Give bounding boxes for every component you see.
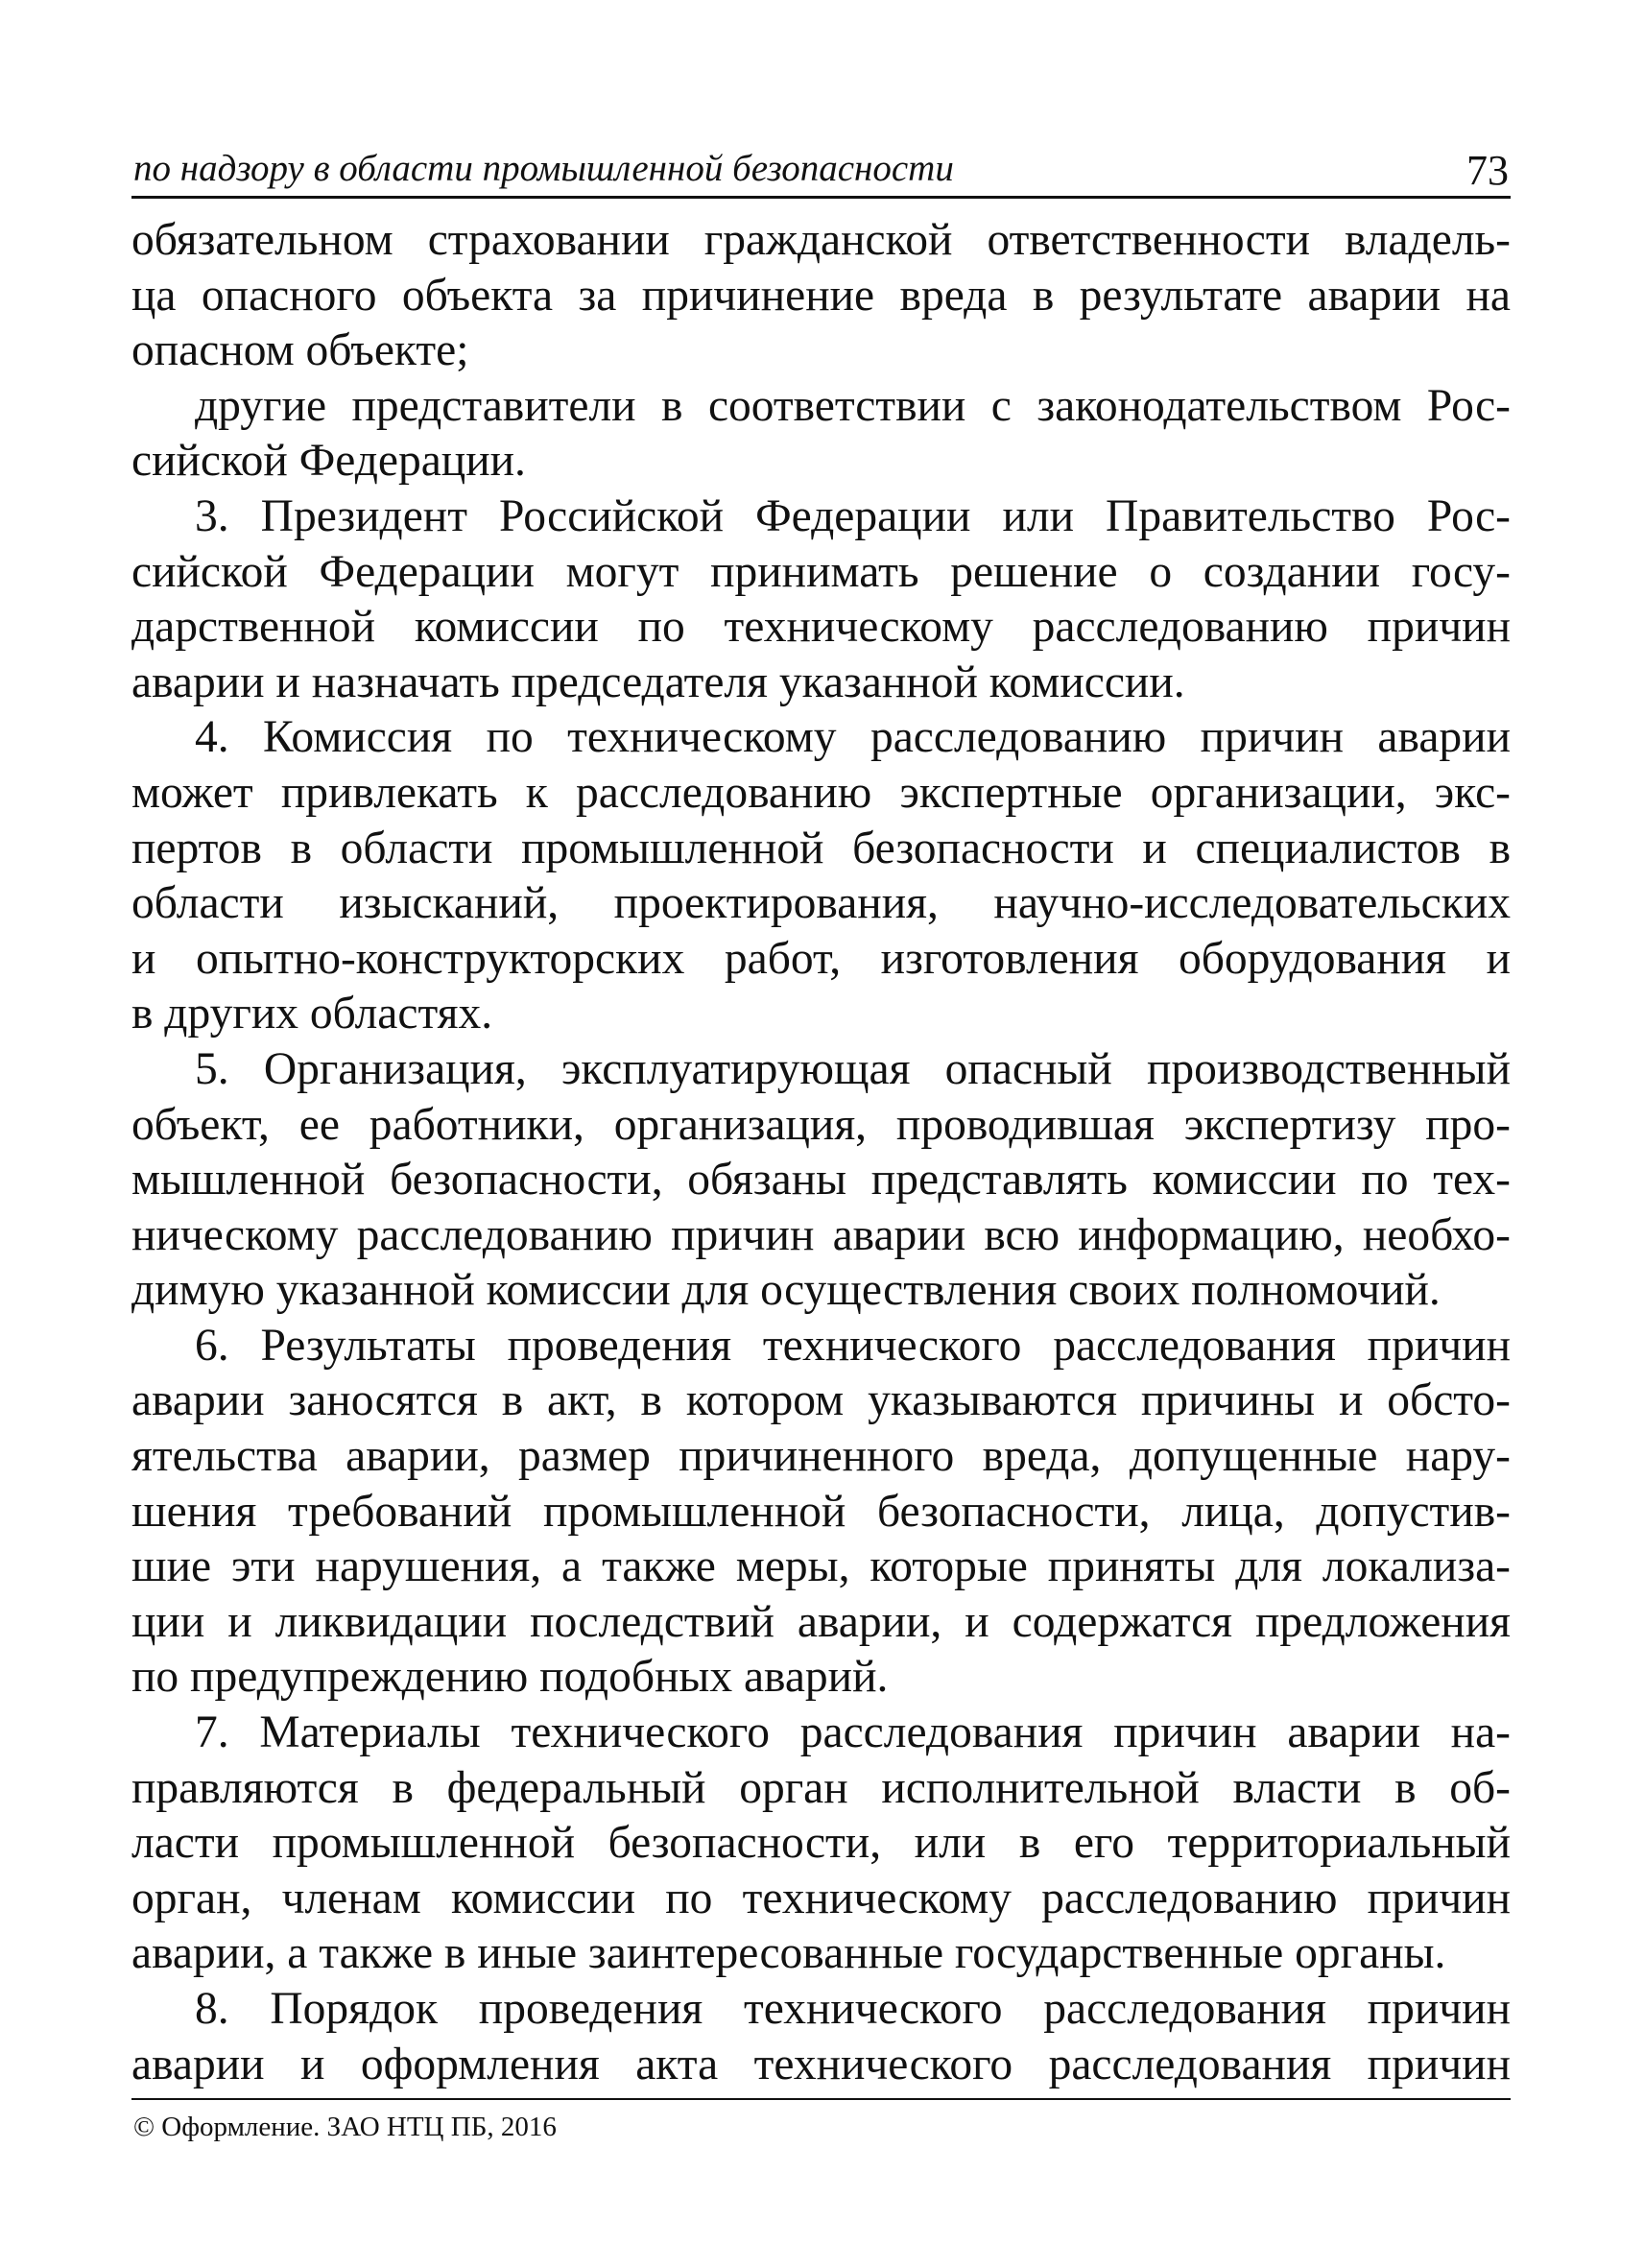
paragraph-item-3 <box>131 489 1511 710</box>
text-line: ласти промышленной безопасности, или в его территориальный <box>131 1818 1511 1869</box>
page-number: 73 <box>1466 147 1509 194</box>
text-line: 4. Комиссия по техническому расследованию причин аварии <box>195 712 1511 763</box>
text-line: шения требований промышленной безопасности, лица, допустив- <box>131 1486 1511 1537</box>
running-header <box>131 144 1511 199</box>
text-line: области изысканий, проектирования, научно-исследовательских <box>131 878 1511 929</box>
text-line: 3. Президент Российской Федерации или Правительство Рос- <box>195 490 1511 541</box>
paragraph-item-4 <box>131 710 1511 1042</box>
text-line: правляются в федеральный орган исполнительной власти в об- <box>131 1762 1511 1813</box>
text-line: 7. Материалы технического расследования причин аварии на- <box>195 1707 1511 1758</box>
copyright-note: © Оформление. ЗАО НТЦ ПБ, 2016 <box>133 2112 557 2142</box>
text-line: аварии и назначать председателя указанной комиссии. <box>131 657 1185 707</box>
text-line: может привлекать к расследованию экспертные организации, экс- <box>131 767 1511 818</box>
paragraph-other-representatives <box>131 379 1511 489</box>
text-line: аварии, а также в иные заинтересованные государственные органы. <box>131 1928 1446 1979</box>
text-line: ца опасного объекта за причинение вреда в результате аварии на <box>131 270 1511 321</box>
text-line: 6. Результаты проведения технического расследования причин <box>195 1320 1511 1371</box>
text-line: по предупреждению подобных аварий. <box>131 1652 889 1703</box>
text-line: дарственной комиссии по техническому расследованию причин <box>131 602 1511 653</box>
text-line: аварии заносятся в акт, в котором указываются причины и обсто- <box>131 1375 1511 1426</box>
text-line: опасном объекте; <box>131 325 469 376</box>
text-line: ции и ликвидации последствий аварии, и содержатся предложения <box>131 1596 1511 1647</box>
text-line: ническому расследованию причин аварии всю информацию, необхо- <box>131 1209 1511 1260</box>
running-title: по надзору в области промышленной безопасности <box>133 148 954 189</box>
text-line: аварии и оформления акта технического расследования причин <box>131 2039 1511 2089</box>
text-line: ятельства аварии, размер причиненного вреда, допущенные нару- <box>131 1431 1511 1482</box>
text-line: 8. Порядок проведения технического расследования причин <box>195 1984 1511 2034</box>
text-line: 5. Организация, эксплуатирующая опасный производственный <box>195 1043 1511 1094</box>
text-line: и опытно-конструкторских работ, изготовления оборудования и <box>131 933 1511 984</box>
text-line: обязательном страховании гражданской ответственности владель- <box>131 215 1511 265</box>
paragraph-item-7 <box>131 1706 1511 1982</box>
text-line: в других областях. <box>131 989 493 1039</box>
text-line: сийской Федерации могут принимать решение о создании госу- <box>131 546 1511 597</box>
paragraph-item-6 <box>131 1319 1511 1706</box>
text-line: мышленной безопасности, обязаны представлять комиссии по тех- <box>131 1155 1511 1206</box>
text-line: другие представители в соответствии с законодательством Рос- <box>195 380 1511 431</box>
text-line: орган, членам комиссии по техническому расследованию причин <box>131 1873 1511 1923</box>
text-line: шие эти нарушения, а также меры, которые приняты для локализа- <box>131 1541 1511 1592</box>
text-line: димую указанной комиссии для осуществления своих полномочий. <box>131 1265 1441 1316</box>
body-text <box>131 213 1511 2092</box>
footer-rule <box>131 2098 1511 2100</box>
paragraph-item-8 <box>131 1982 1511 2092</box>
text-line: пертов в области промышленной безопасности и специалистов в <box>131 823 1511 873</box>
paragraph-continuation <box>131 213 1511 379</box>
document-page <box>131 0 1511 2268</box>
paragraph-item-5 <box>131 1042 1511 1319</box>
text-line: объект, ее работники, организация, проводившая экспертизу про- <box>131 1099 1511 1150</box>
text-line: сийской Федерации. <box>131 436 526 487</box>
